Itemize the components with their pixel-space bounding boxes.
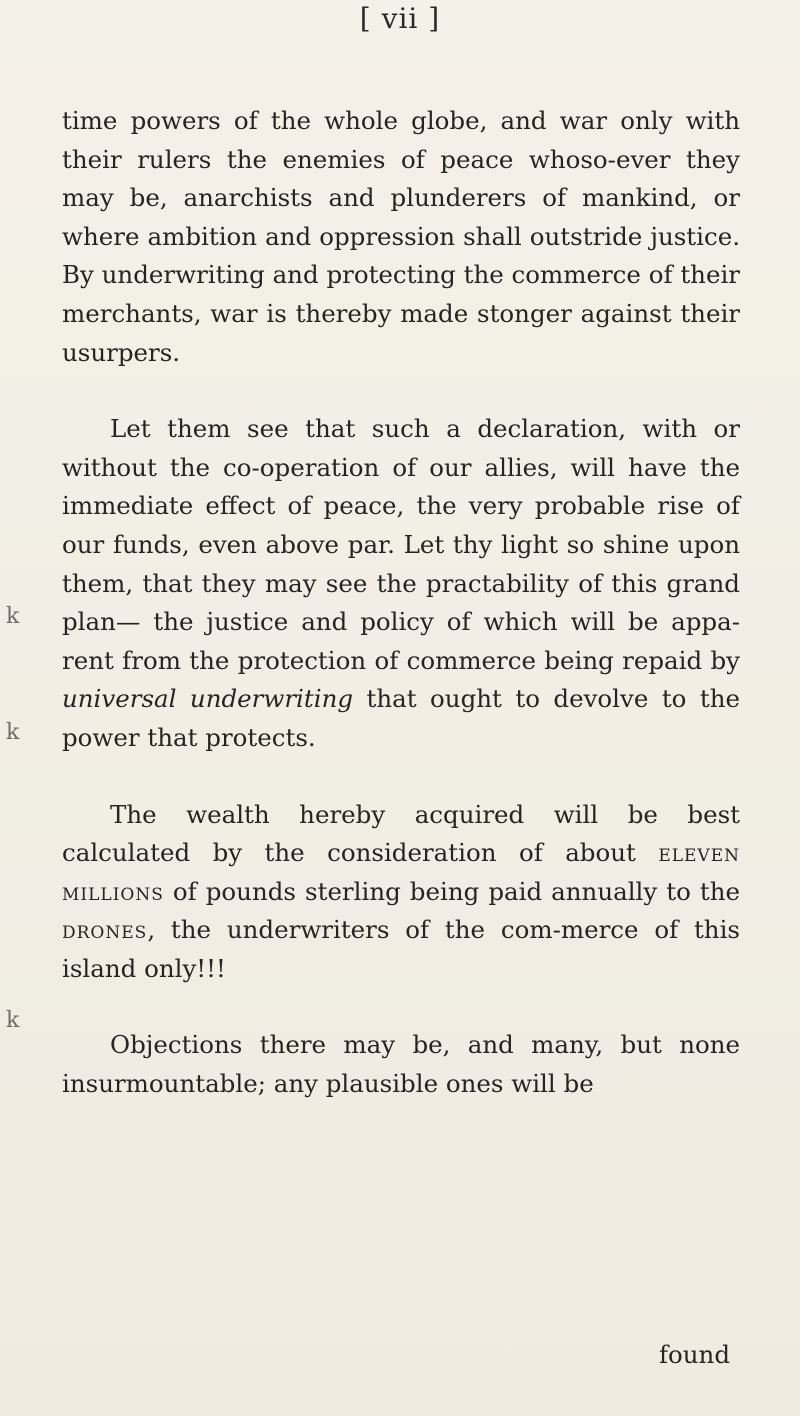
text-run: Let them see that such a declaration, with or without the co-operation of our allies, will have the immediate effect of peace, the very probable rise of our funds, even above par. Let thy light so shine upon them, that they may see the practability of this grand plan— the justice and policy of which will be appa-rent from the protection of commerce being repaid by — [62, 414, 740, 675]
page-number: [ vii ] — [359, 2, 441, 35]
paragraph-1 — [62, 102, 740, 372]
body-text — [62, 102, 740, 1104]
paragraph-4 — [62, 1026, 740, 1103]
margin-mark: k — [6, 1008, 20, 1033]
text-run: time powers of the whole globe, and war only with their rulers the enemies of peace whoso-ever they may be, anarchists and plunderers of mankind, or where ambition and oppression shall outstride justice. By underwriting and protecting the commerce of their merchants, war is thereby made stonger against their usurpers. — [62, 106, 740, 367]
catchword: found — [658, 1340, 730, 1369]
text-run: that ought to devolve to the power that protects. — [62, 684, 740, 752]
text-run: The wealth hereby acquired will be best calculated by the consideration of about — [62, 799, 740, 868]
small-caps-phrase: eleven millions — [62, 838, 740, 906]
paragraph-2 — [62, 410, 740, 757]
text-run: of pounds sterling being paid annually to the — [163, 876, 740, 906]
italic-phrase: universal underwriting — [62, 684, 354, 714]
paragraph-3 — [62, 796, 740, 989]
margin-mark: k — [6, 720, 20, 745]
margin-mark: k — [6, 604, 20, 629]
text-run: Objections there may be, and many, but none insurmountable; any plausible ones will be — [62, 1030, 740, 1099]
small-caps-phrase: drones — [62, 915, 148, 945]
text-run: , the underwriters of the com-merce of this island only!!! — [62, 915, 740, 983]
